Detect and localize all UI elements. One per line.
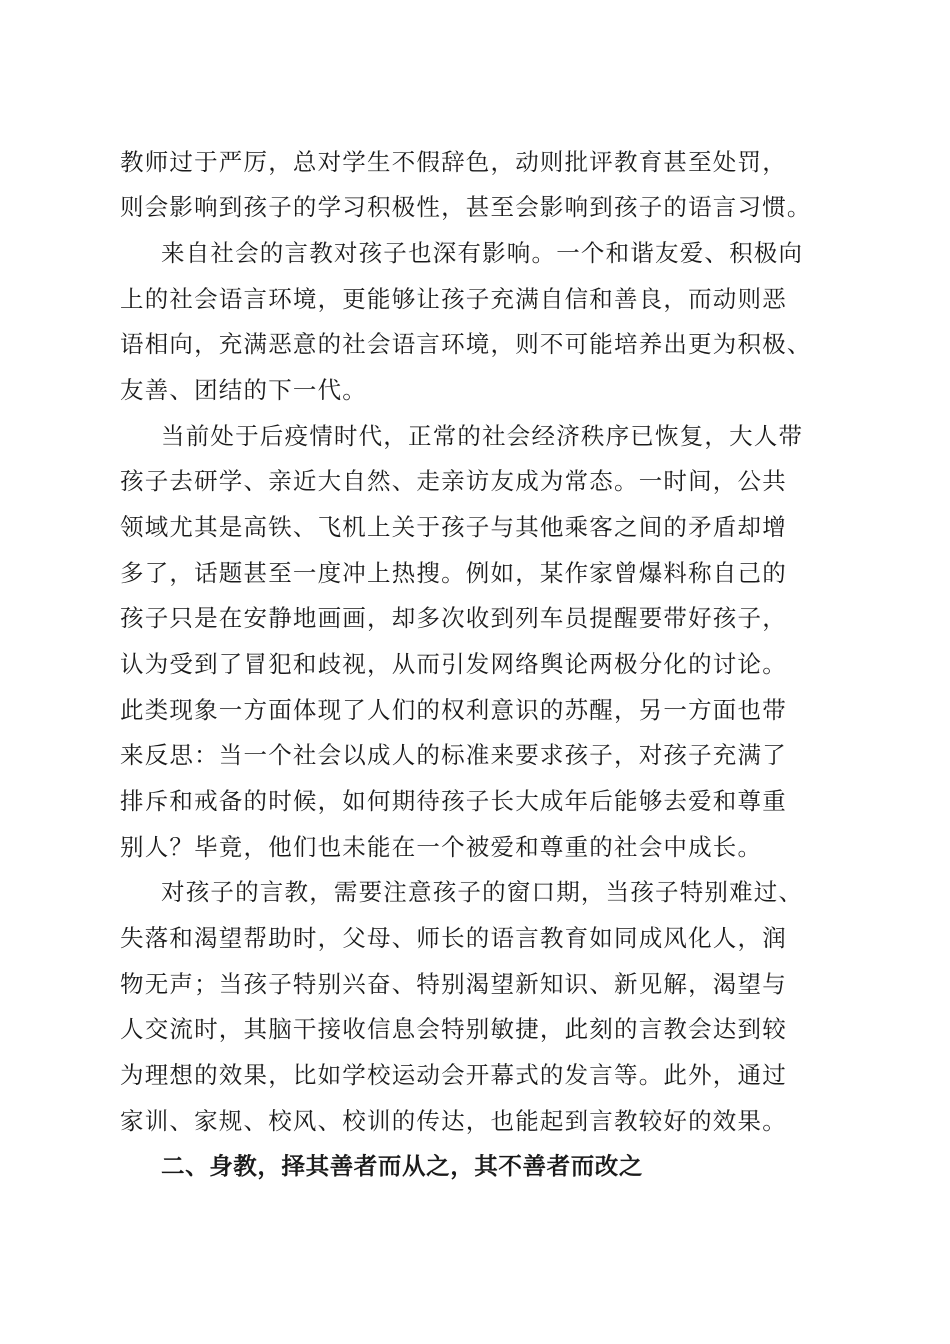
text-line: 教师过于严厉，总对学生不假辞色，动则批评教育甚至处罚， bbox=[120, 148, 787, 176]
text-line: 别人？毕竟，他们也未能在一个被爱和尊重的社会中成长。 bbox=[120, 833, 763, 861]
text-line: 为理想的效果，比如学校运动会开幕式的发言等。此外，通过 bbox=[120, 1061, 787, 1089]
text-line: 领域尤其是高铁、飞机上关于孩子与其他乘客之间的矛盾却增 bbox=[120, 513, 787, 541]
paragraph-first-line: 当前处于后疫情时代，正常的社会经济秩序已恢复，大人带 bbox=[161, 422, 804, 450]
paragraph-first-line: 来自社会的言教对孩子也深有影响。一个和谐友爱、积极向 bbox=[161, 239, 804, 267]
text-line: 来反思：当一个社会以成人的标准来要求孩子，对孩子充满了 bbox=[120, 741, 787, 769]
text-line: 排斥和戒备的时候，如何期待孩子长大成年后能够去爱和尊重 bbox=[120, 787, 787, 815]
text-line: 语相向，充满恶意的社会语言环境，则不可能培养出更为积极、 bbox=[120, 330, 812, 358]
text-line: 失落和渴望帮助时，父母、师长的语言教育如同成风化人，润 bbox=[120, 924, 787, 952]
text-line: 家训、家规、校风、校训的传达，也能起到言教较好的效果。 bbox=[120, 1107, 787, 1135]
text-line: 上的社会语言环境，更能够让孩子充满自信和善良，而动则恶 bbox=[120, 285, 787, 313]
text-line: 则会影响到孩子的学习积极性，甚至会影响到孩子的语言习惯。 bbox=[120, 193, 812, 221]
text-line: 人交流时，其脑干接收信息会特别敏捷，此刻的言教会达到较 bbox=[120, 1015, 787, 1043]
text-line: 认为受到了冒犯和歧视，从而引发网络舆论两极分化的讨论。 bbox=[120, 650, 787, 678]
text-line: 友善、团结的下一代。 bbox=[120, 376, 367, 404]
paragraph-first-line: 对孩子的言教，需要注意孩子的窗口期，当孩子特别难过、 bbox=[161, 878, 804, 906]
text-line: 多了，话题甚至一度冲上热搜。例如，某作家曾爆料称自己的 bbox=[120, 559, 787, 587]
section-heading: 二、身教，择其善者而从之，其不善者而改之 bbox=[161, 1152, 643, 1180]
text-line: 孩子只是在安静地画画，却多次收到列车员提醒要带好孩子， bbox=[120, 604, 787, 632]
text-line: 物无声；当孩子特别兴奋、特别渴望新知识、新见解，渴望与 bbox=[120, 970, 787, 998]
text-line: 此类现象一方面体现了人们的权利意识的苏醒，另一方面也带 bbox=[120, 696, 787, 724]
text-line: 孩子去研学、亲近大自然、走亲访友成为常态。一时间，公共 bbox=[120, 467, 787, 495]
